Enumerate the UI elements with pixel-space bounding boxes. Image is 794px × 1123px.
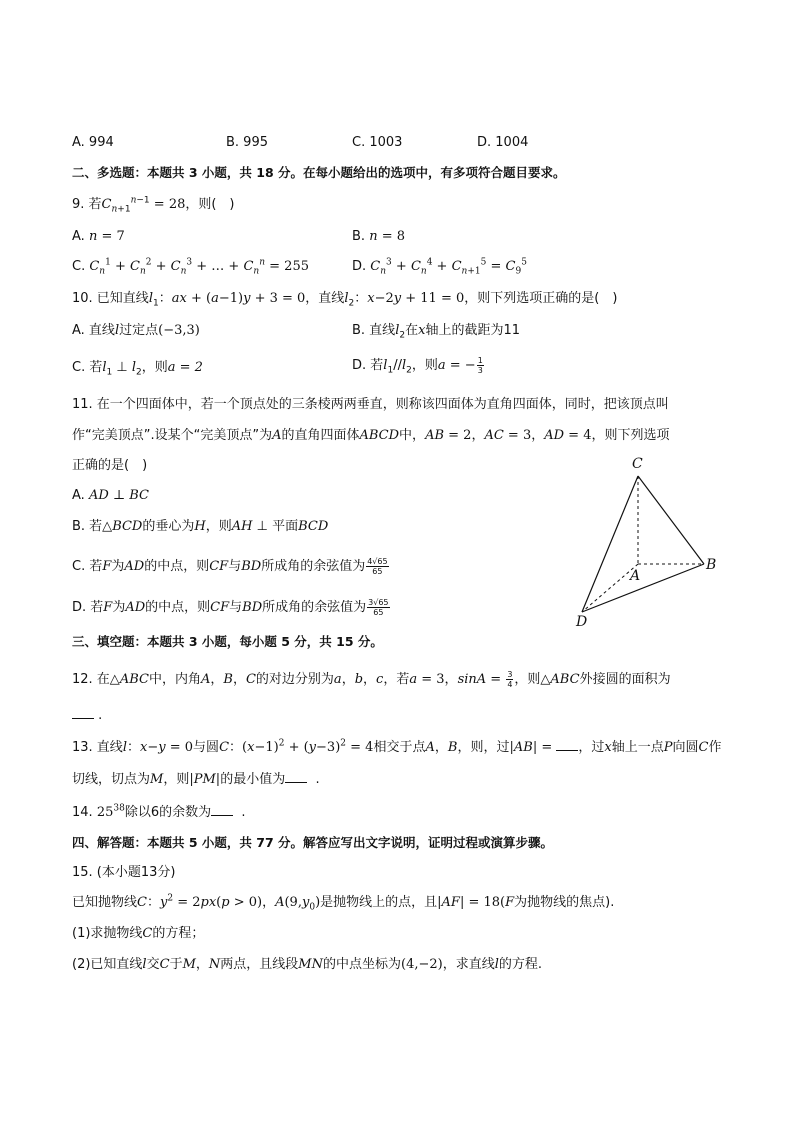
tetrahedron-figure xyxy=(560,448,740,638)
q8-option-b: B. 995 xyxy=(226,135,268,150)
vertex-label-b: B xyxy=(706,557,717,573)
question-11-line-2: 作“完美顶点”.设某个“完美顶点”为A的直角四面体ABCD中，AB = 2，AC = 3，AD = 4，则下列选项 xyxy=(72,428,670,443)
q10-option-c: C. 若$l_1$ ⊥ $l_2$，则a = 2 xyxy=(72,360,203,378)
q11-option-c: C. 若F为AD的中点，则CF与BD所成角的余弦值为 $\frac{4√65}{65}$ xyxy=(72,557,388,576)
q10-option-d: D. 若$l_1//l_2$，则a = − $\frac{1}{3}$ xyxy=(352,356,483,376)
question-14: 14. $25^{38}$除以6的余数为 . xyxy=(72,803,246,820)
q11-option-d: D. 若F为AD的中点，则CF与BD所成角的余弦值为 $\frac{3√65}{65}$ xyxy=(72,598,389,617)
section-3-heading: 三、填空题：本题共 3 小题，每小题 5 分，共 15 分。 xyxy=(72,634,383,649)
q14-answer-blank[interactable] xyxy=(211,803,233,816)
question-13-line-1: 13. 直线l：x−y = 0与圆C：$(x-1)^2 + (y-3)^2 = 4$相交于点A，B，则，过|AB| = ，过x轴上一点P向圆C作 xyxy=(72,738,722,755)
vertex-label-a: A xyxy=(630,568,641,584)
edge-cb xyxy=(638,476,704,564)
edge-db xyxy=(582,564,704,612)
q13-answer-blank-1[interactable] xyxy=(556,738,578,751)
question-13-line-2: 切线，切点为M，则|PM|的最小值为 . xyxy=(72,772,320,787)
q8-option-c: C. 1003 xyxy=(352,135,403,150)
q13-answer-blank-2[interactable] xyxy=(285,770,307,783)
question-9: 9. 若$C_{n+1}^{n-1} = 28$，则( ) xyxy=(72,195,235,215)
section-2-heading: 二、多选题：本题共 3 小题，共 18 分。在每小题给出的选项中，有多项符合题目要求。 xyxy=(72,165,566,180)
vertex-label-d: D xyxy=(576,614,588,630)
edge-cd xyxy=(582,476,641,612)
q9-option-b: B. n = 8 xyxy=(352,229,405,244)
q8-option-d: D. 1004 xyxy=(477,135,529,150)
q9-option-a: A. n = 7 xyxy=(72,229,125,244)
q10-option-a: A. 直线l过定点(−3,3) xyxy=(72,323,200,338)
q10-option-b: B. 直线$l_2$在x轴上的截距为11 xyxy=(352,323,520,341)
question-15-part-1: (1)求抛物线C的方程； xyxy=(72,926,205,941)
q12-answer-blank[interactable] xyxy=(72,706,94,719)
question-15-part-2: (2)已知直线l交C于M，N两点，且线段MN的中点坐标为(4,−2)，求直线l的方程. xyxy=(72,957,543,972)
section-4-heading: 四、解答题：本题共 5 小题，共 77 分。解答应写出文字说明，证明过程或演算步骤。 xyxy=(72,835,554,850)
q11-option-a: A. AD ⊥ BC xyxy=(72,488,149,503)
q8-option-a: A. 994 xyxy=(72,135,114,150)
question-10: 10. 已知直线$l_1$：ax + (a−1)y + 3 = 0，直线$l_2$：x−2y + 11 = 0，则下列选项正确的是( ) xyxy=(72,291,618,309)
question-11-line-1: 11. 在一个四面体中，若一个顶点处的三条棱两两垂直，则称该四面体为直角四面体，同时，把该顶点叫 xyxy=(72,397,669,412)
question-15-stem: 已知抛物线C：$y^2 = 2px(p > 0)$，$A(9,y_0)$是抛物线上的点，且|AF| = 18(F为抛物线的焦点). xyxy=(72,893,615,913)
q11-option-b: B. 若△BCD的垂心为H，则AH ⊥ 平面BCD xyxy=(72,519,329,534)
question-12: 12. 在△ABC中，内角A，B，C的对边分别为a，b，c，若a = 3，sinA = $\frac{3}{4}$ ，则△ABC外接圆的面积为 xyxy=(72,670,671,689)
vertex-label-c: C xyxy=(632,456,643,472)
question-12-answer-line: . xyxy=(72,706,102,725)
question-11-line-3: 正确的是( ) xyxy=(72,458,148,473)
question-15-title: 15. (本小题13分) xyxy=(72,865,176,880)
q9-option-c: C. $C_n^1 + C_n^2 + C_n^3$ + … + $C_n^n = 255$ xyxy=(72,257,309,277)
q9-option-d: D. $C_n^3 + C_n^4 + C_{n+1}^5 = C_9^5$ xyxy=(352,257,527,277)
